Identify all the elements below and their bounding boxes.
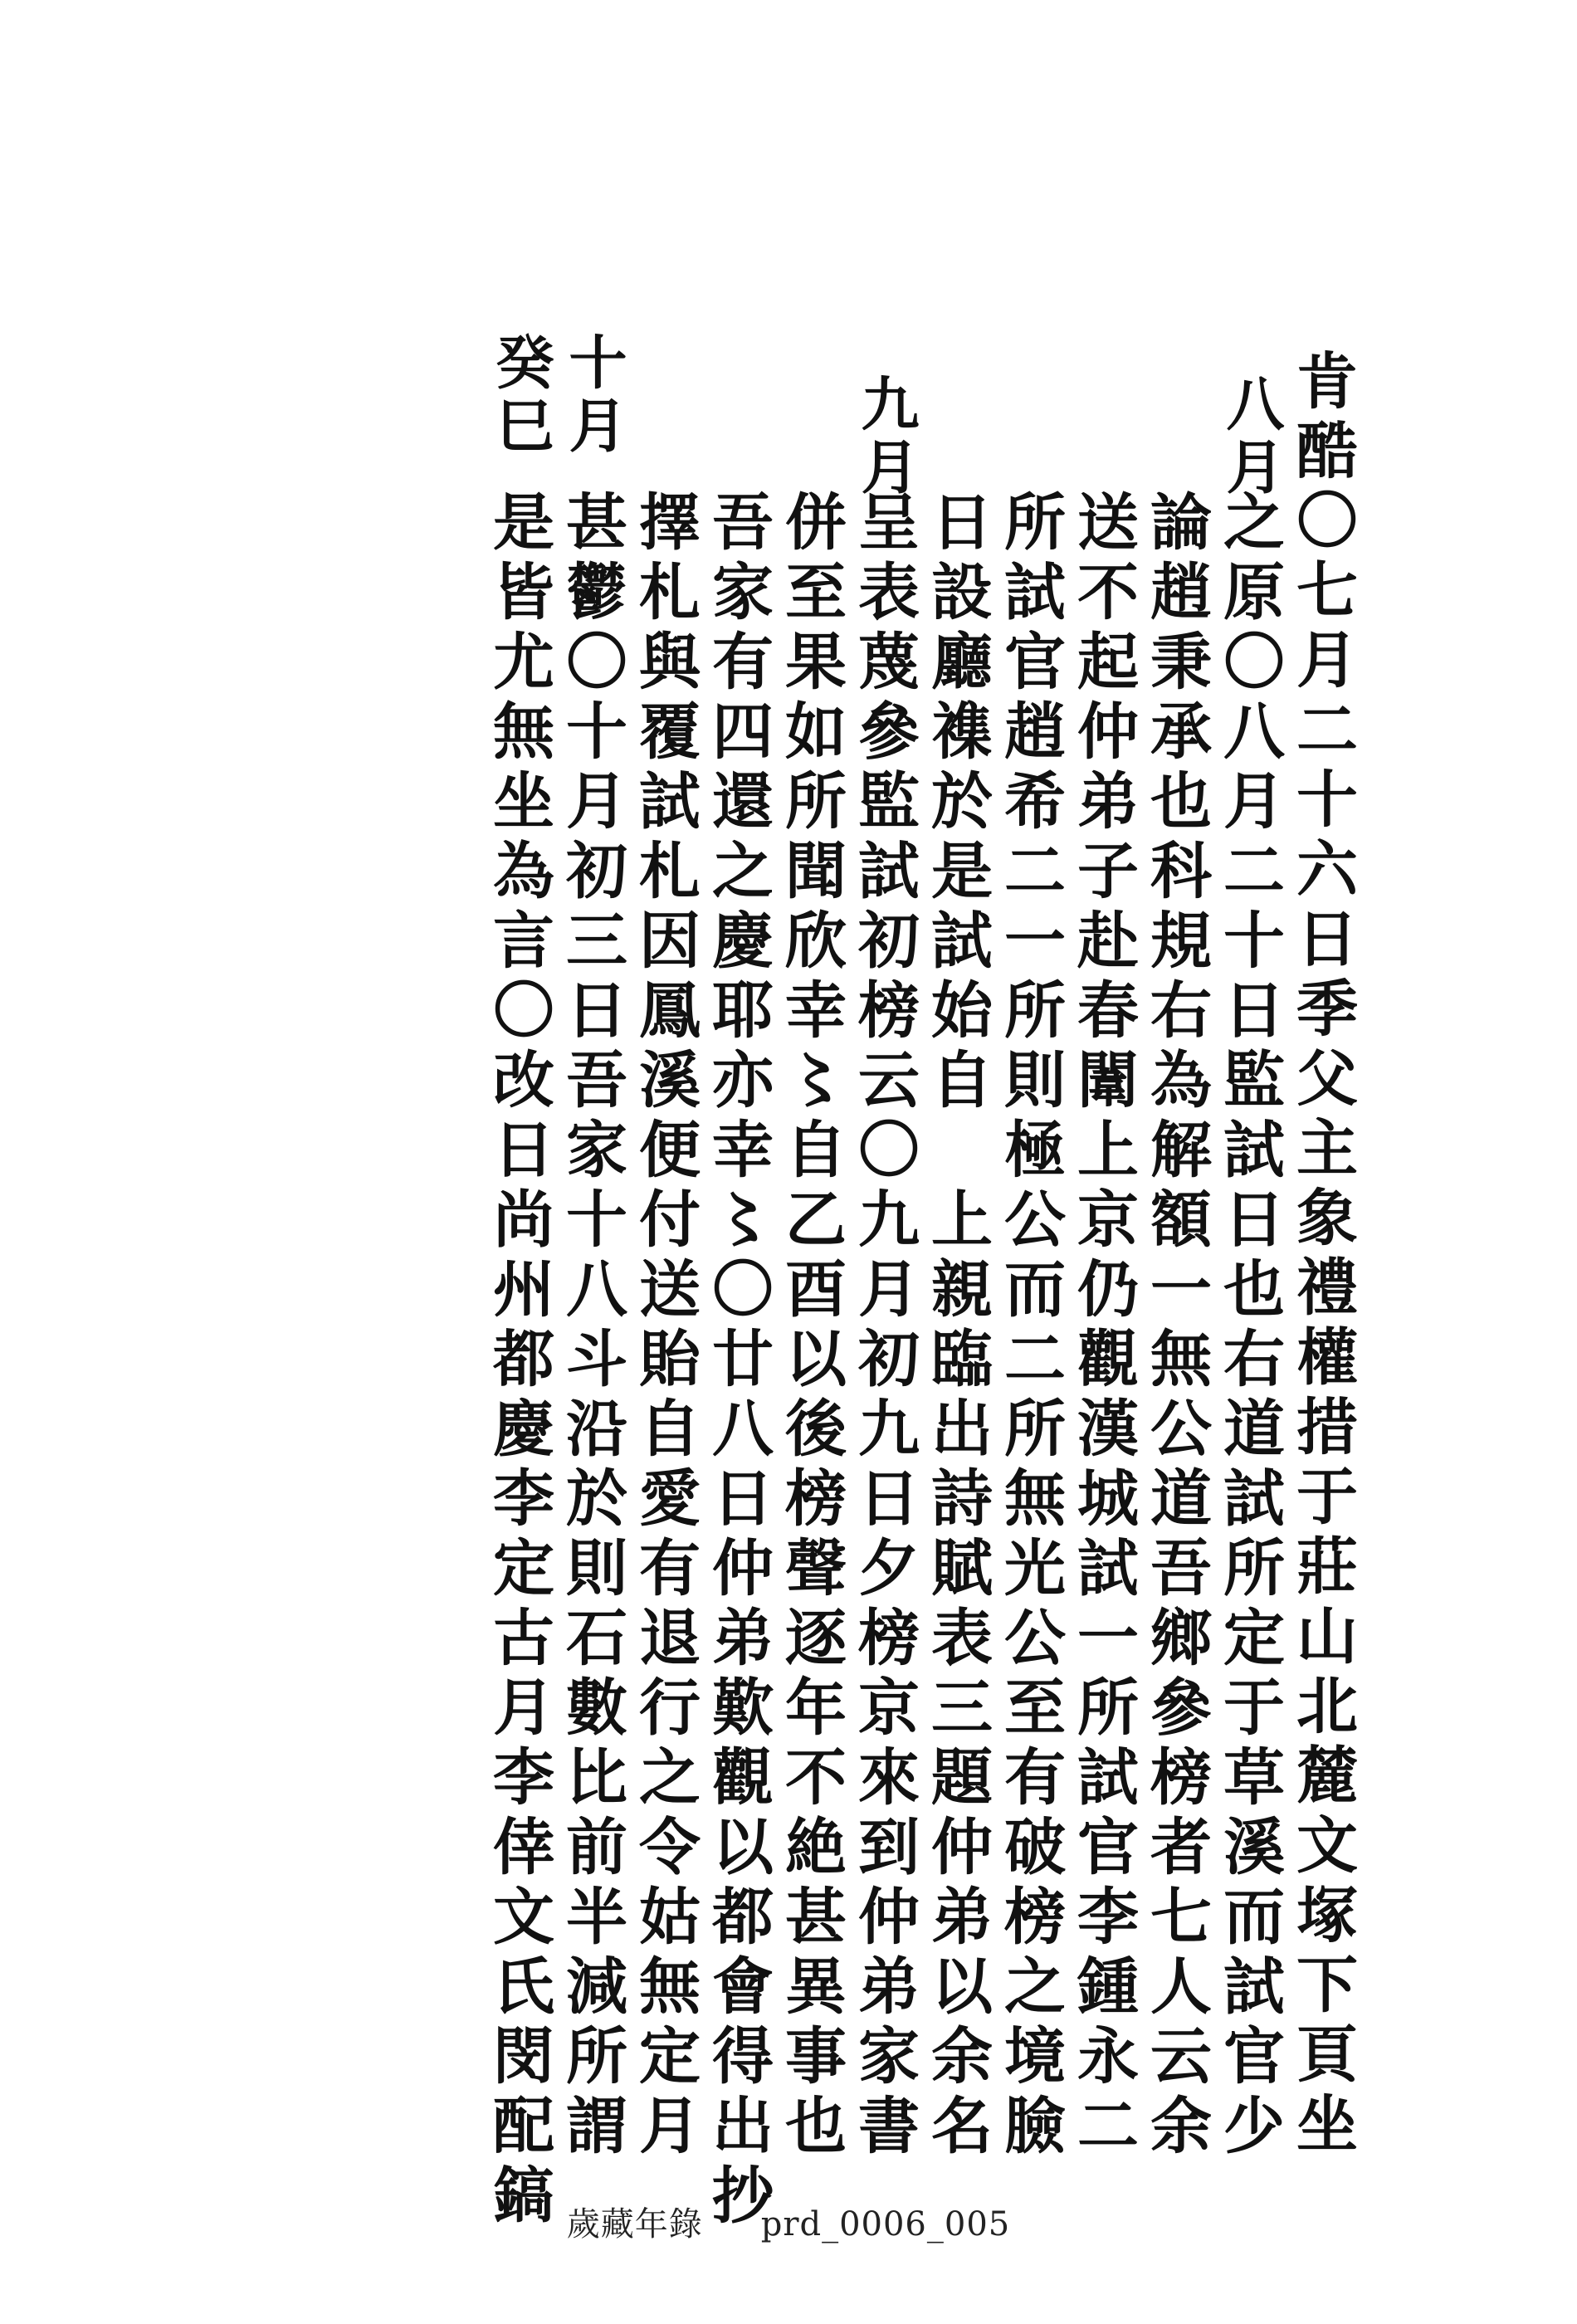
book-title: 歲藏年錄 [566, 2205, 703, 2243]
text-column-10: 擇札與覆試札因鳳溪便付送貽自愛有退行之令姑無定月 [629, 490, 701, 2163]
text-column-2: 之原〇八月二十日監試日也右道試所定于草溪而試官少 [1213, 490, 1285, 2163]
text-column-3: 論趙秉承也科規右為解額一無公道吾鄉參榜者七人云余 [1140, 490, 1212, 2163]
page-id: prd_0006_005 [760, 2205, 1011, 2243]
text-column-12: 是皆尤無坐為言〇改日尚州都慶李定古月李倖文氏閔配鎬 [483, 490, 554, 2233]
text-column-4: 送不起仲弟子赴春闈上京仍觀漢城試一所試官李鍾永二 [1067, 490, 1139, 2163]
text-column-6: 日設廳襍於是試始自 上親臨出詩賦表三題仲弟以余名 [921, 490, 993, 2163]
text-column-9: 吾家有四還之慶耶亦幸〻〇廿八日仲弟歎觀以都會得出抄 [702, 490, 774, 2233]
month-label-august: 八月 [1217, 374, 1286, 500]
page-footer [0, 2198, 1577, 2245]
year-label-guisi: 癸巳 [486, 332, 555, 458]
month-label-september: 九月 [852, 374, 920, 500]
month-label-october: 十月 [559, 332, 628, 458]
text-column-8: 併至果如所聞欣幸〻自乙酉以後榜聲逐年不絶甚異事也 [775, 490, 847, 2163]
text-column-5: 所試官趙希二一所則極公而二所無光公至有破榜之境臉 [994, 490, 1066, 2163]
text-column-1: 肯酷〇七月二十六日季父主象禮權措于莊山北麓文塚下頁坐 [1286, 349, 1358, 2161]
text-column-11: 甚鬱〇十月初三日吾家十八斗沿於則石數比前半減所謂 [556, 490, 627, 2163]
text-column-7: 呈表蔑參監試初榜云〇九月初九日夕榜京來到仲弟家書 [848, 490, 920, 2163]
